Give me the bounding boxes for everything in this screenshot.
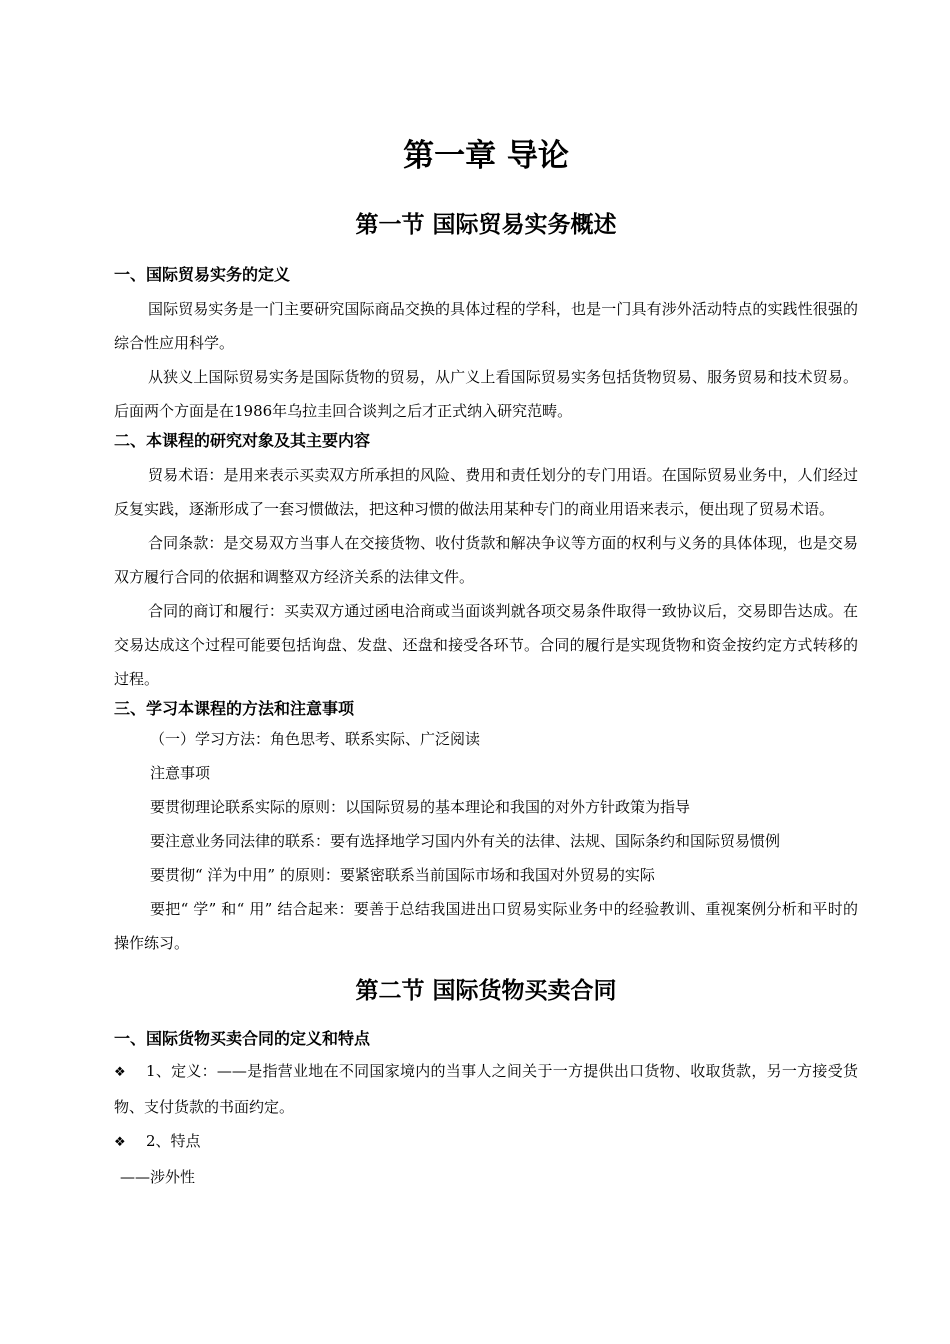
list-item: （一）学习方法：角色思考、联系实际、广泛阅读 [150,730,481,748]
list-item: 注意事项 [150,764,211,782]
paragraph: 贸易术语：是用来表示买卖双方所承担的风险、费用和责任划分的专门用语。在国际贸易业务中，人们经过反复实践，逐渐形成了一套习惯做法，把这种习惯的做法用某种专门的商业用语来表示，便出现了贸易术语。 [114,466,858,518]
paragraph: 合同条款：是交易双方当事人在交接货物、收付货款和解决争议等方面的权利与义务的具体体现，也是交易双方履行合同的依据和调整双方经济关系的法律文件。 [114,534,858,586]
bullet-item [114,1124,858,1160]
subheading: 三、学习本课程的方法和注意事项 [114,699,355,718]
section-title: 第二节 国际货物买卖合同 [355,977,617,1004]
list-item: 要贯彻理论联系实际的原则：以国际贸易的基本理论和我国的对外方针政策为指导 [150,798,691,816]
subheading: 一、国际贸易实务的定义 [114,265,291,284]
diamond-bullet-icon: ❖ [114,1065,126,1080]
paragraph: 从狭义上国际贸易实务是国际货物的贸易，从广义上看国际贸易实务包括货物贸易、服务贸易和技术贸易。后面两个方面是在1986年乌拉圭回合谈判之后才正式纳入研究范畴。 [114,368,858,420]
paragraph: 国际贸易实务是一门主要研究国际商品交换的具体过程的学科，也是一门具有涉外活动特点的实践性很强的综合性应用科学。 [114,300,858,352]
bullet-item [114,1054,858,1124]
bullet-text: 2、特点 [146,1132,201,1150]
subheading: 一、国际货物买卖合同的定义和特点 [114,1029,371,1048]
paragraph: 合同的商订和履行：买卖双方通过函电洽商或当面谈判就各项交易条件取得一致协议后，交易即告达成。在交易达成这个过程可能要包括询盘、发盘、还盘和接受各环节。合同的履行是实现货物和资金按约定方式转移的过程。 [114,602,858,688]
chapter-title: 第一章 导论 [403,138,569,174]
list-item: 要注意业务同法律的联系：要有选择地学习国内外有关的法律、法规、国际条约和国际贸易惯例 [150,832,781,850]
section-title: 第一节 国际贸易实务概述 [355,211,617,238]
list-item: ——涉外性 [120,1168,196,1186]
diamond-bullet-icon: ❖ [114,1135,126,1150]
bullet-text: 1、定义：——是指营业地在不同国家境内的当事人之间关于一方提供出口货物、收取货款，另一方接受货物、支付货款的书面约定。 [114,1062,858,1116]
subheading: 二、本课程的研究对象及其主要内容 [114,431,371,450]
list-item: 要贯彻“ 洋为中用” 的原则：要紧密联系当前国际市场和我国对外贸易的实际 [150,866,655,884]
list-item: 要把“ 学” 和“ 用” 结合起来：要善于总结我国进出口贸易实际业务中的经验教训、重视案例分析和平时的操作练习。 [114,900,858,952]
